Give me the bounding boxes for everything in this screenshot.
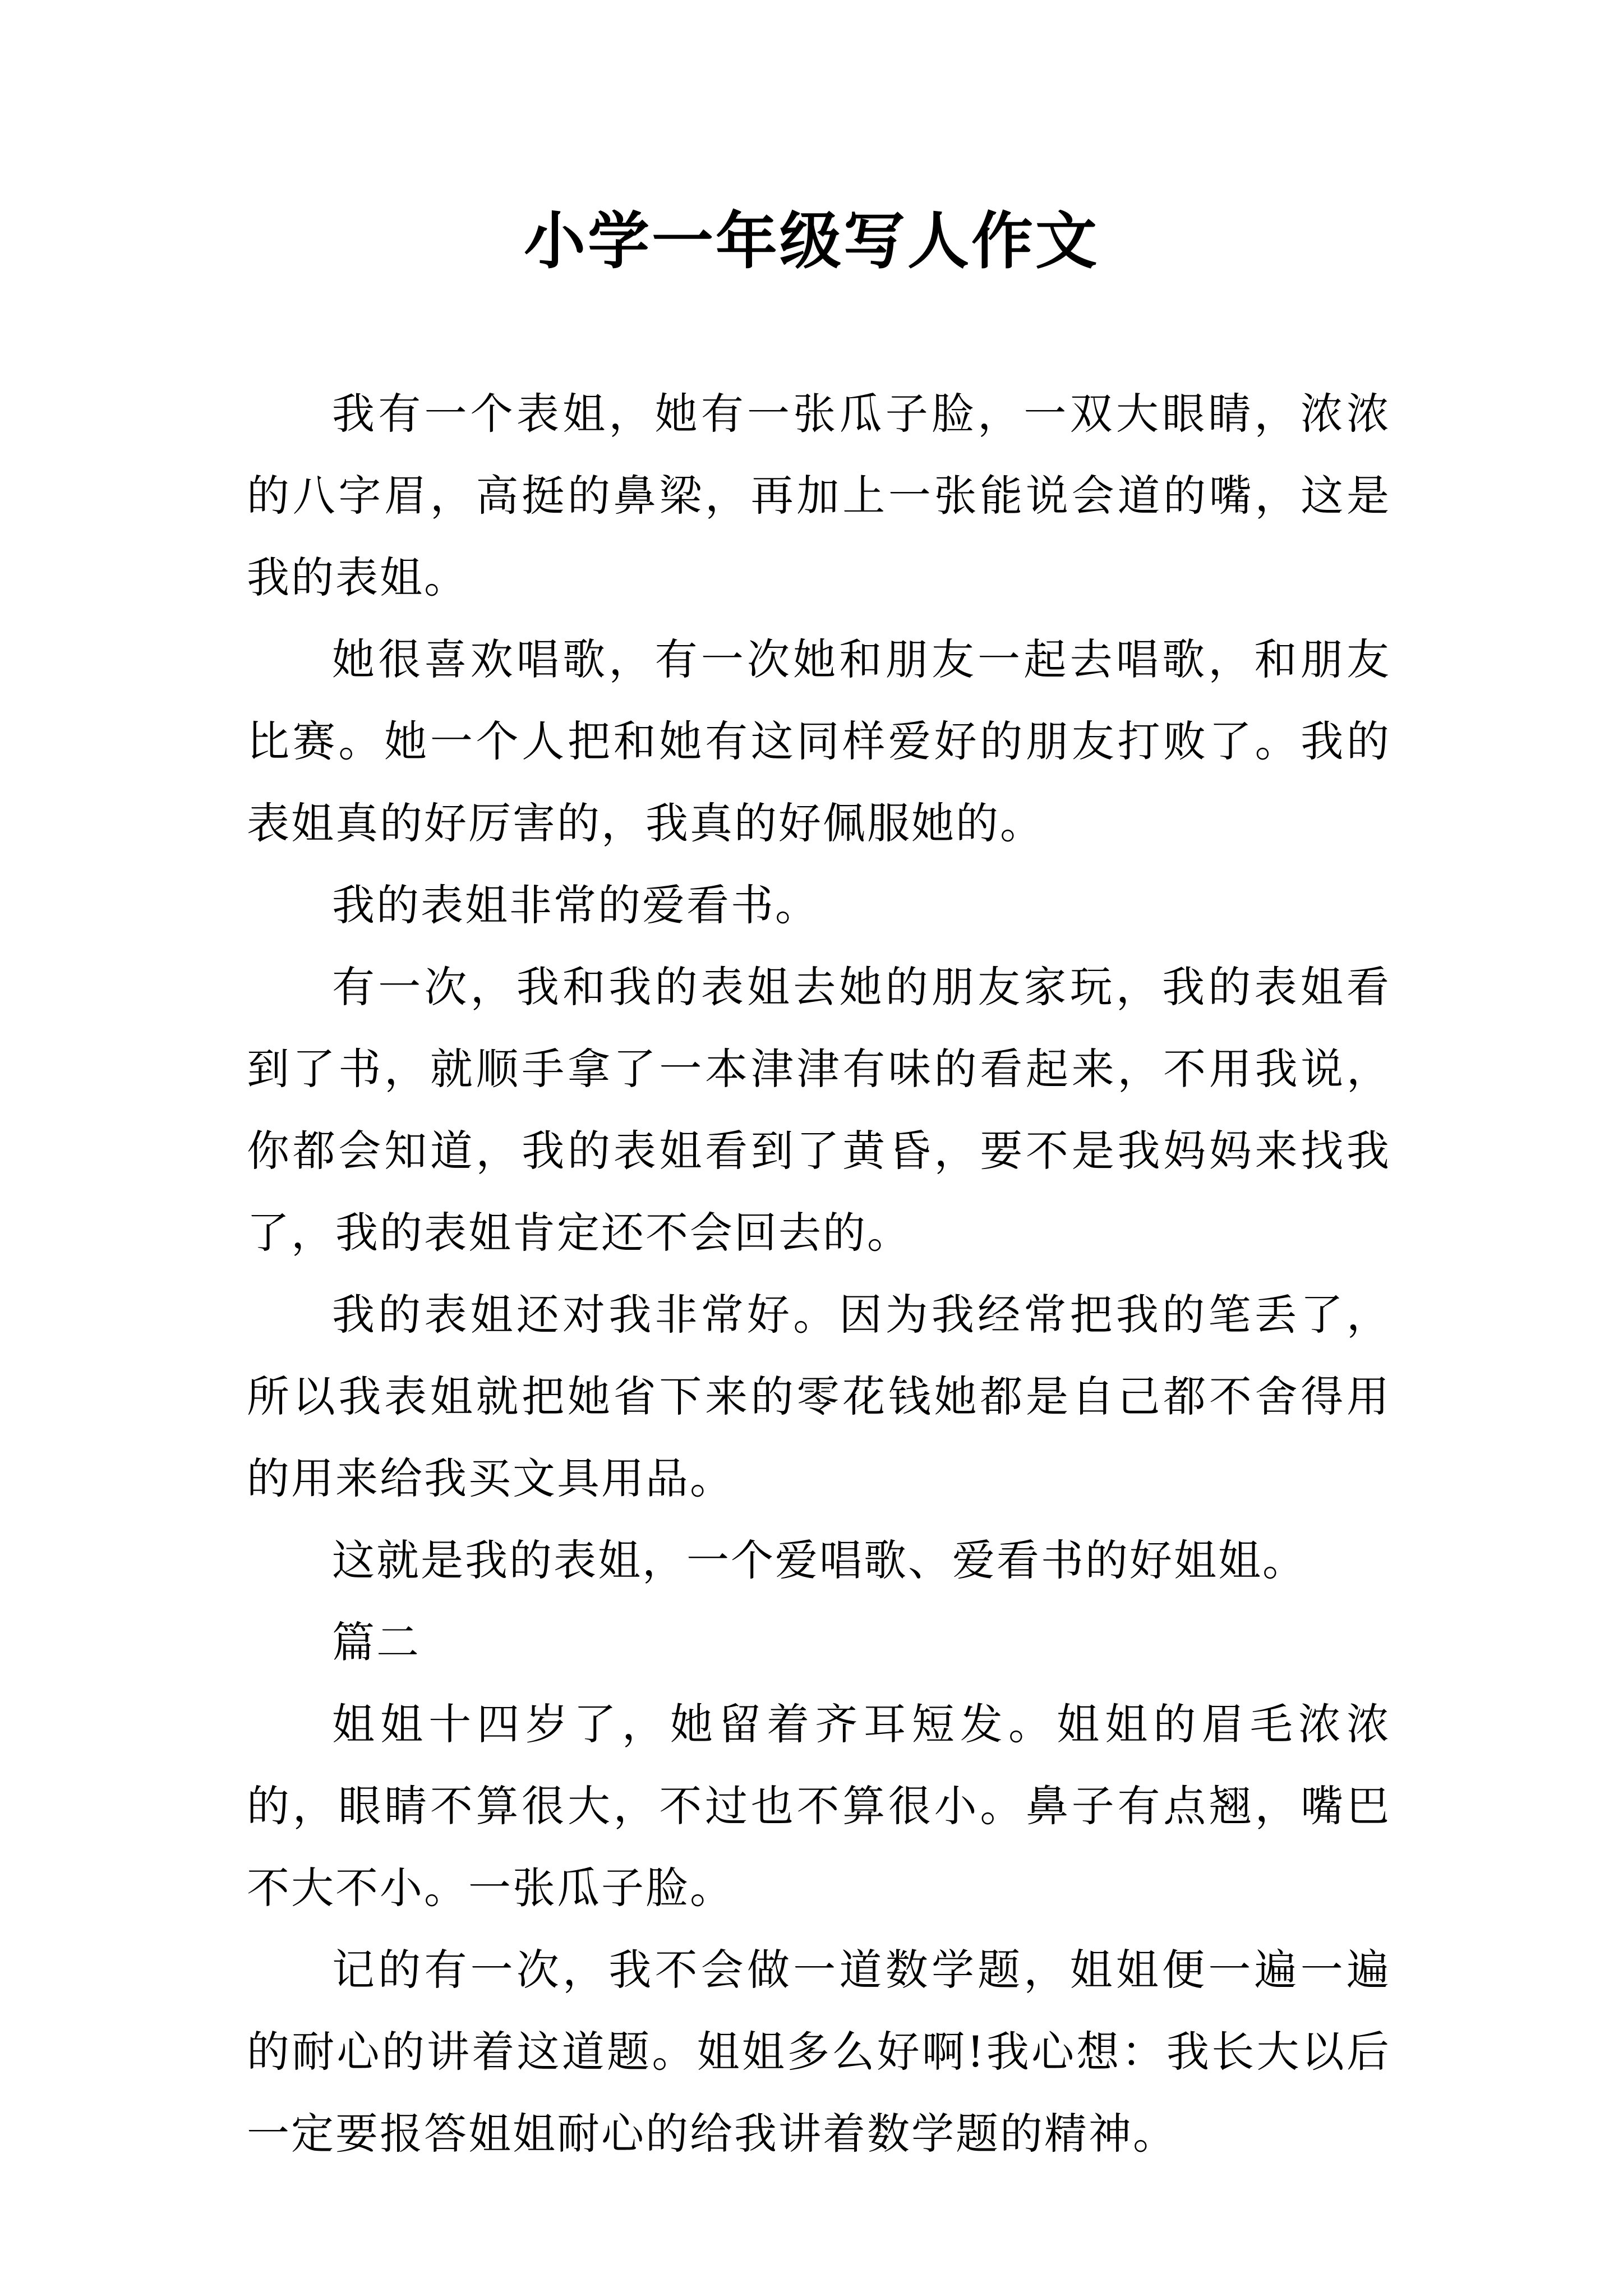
paragraph: 姐姐十四岁了，她留着齐耳短发。姐姐的眉毛浓浓的，眼睛不算很大，不过也不算很小。鼻子有点翘，嘴巴不大不小。一张瓜子脸。 (247, 1699, 1391, 1913)
paragraph: 有一次，我和我的表姐去她的朋友家玩，我的表姐看到了书，就顺手拿了一本津津有味的看起来，不用我说，你都会知道，我的表姐看到了黄昏，要不是我妈妈来找我了，我的表姐肯定还不会回去的。 (247, 962, 1391, 1258)
section-heading: 篇二 (332, 1617, 421, 1667)
document-body (247, 373, 1391, 2175)
paragraph: 我的表姐还对我非常好。因为我经常把我的笔丢了，所以我表姐就把她省下来的零花钱她都是自己都不舍得用的用来给我买文具用品。 (247, 1290, 1391, 1503)
paragraph: 记的有一次，我不会做一道数学题，姐姐便一遍一遍的耐心的讲着这道题。姐姐多么好啊!我心想：我长大以后一定要报答姐姐耐心的给我讲着数学题的精神。 (247, 1945, 1391, 2159)
paragraph: 她很喜欢唱歌，有一次她和朋友一起去唱歌，和朋友比赛。她一个人把和她有这同样爱好的朋友打败了。我的表姐真的好厉害的，我真的好佩服她的。 (247, 634, 1391, 848)
paragraph: 我有一个表姐，她有一张瓜子脸，一双大眼睛，浓浓的八字眉，高挺的鼻梁，再加上一张能说会道的嘴，这是我的表姐。 (247, 389, 1391, 602)
paragraph: 我的表姐非常的爱看书。 (332, 880, 819, 930)
paragraph: 这就是我的表姐，一个爱唱歌、爱看书的好姐姐。 (332, 1535, 1307, 1585)
document-title: 小学一年级写人作文 (524, 205, 1099, 277)
